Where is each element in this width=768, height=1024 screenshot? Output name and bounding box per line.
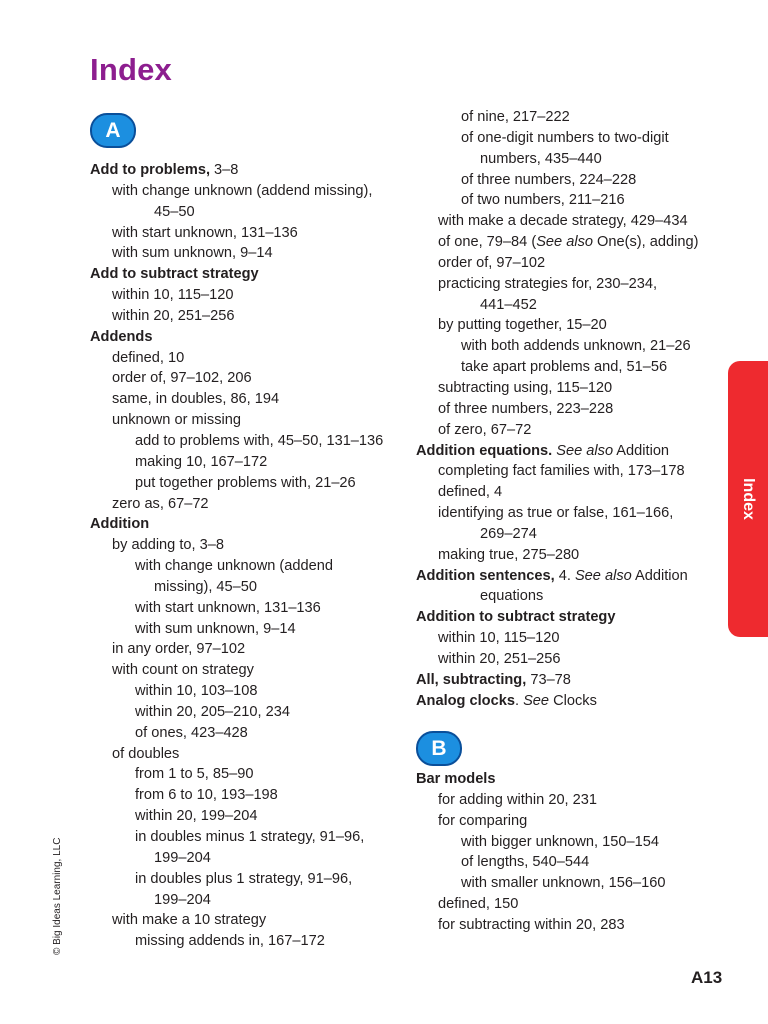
index-subentry [416,336,746,357]
entry-text: order of, 97–102 [438,254,546,271]
entry-text: 199–204 [154,891,211,908]
entry-text: of zero, 67–72 [438,421,532,438]
entry-text: 269–274 [480,525,537,542]
index-subentry [416,399,746,420]
entry-text: within 20, 199–204 [135,808,258,825]
index-subentry [90,931,420,952]
index-subentry [90,410,420,431]
entry-text: with count on strategy [112,662,254,679]
index-subentry [416,461,746,482]
index-subentry [90,431,420,452]
index-subentry [416,295,746,316]
index-subentry [90,764,420,785]
entry-text: 199–204 [154,849,211,866]
entry-text: of lengths, 540–544 [461,854,590,871]
entry-text: equations [480,588,544,605]
index-subentry [90,848,420,869]
index-subentry [90,869,420,890]
entry-text: for subtracting within 20, 283 [438,916,625,933]
index-subentry [90,473,420,494]
index-subentry [416,482,746,503]
entry-text: unknown or missing [112,412,241,429]
entry-text: defined, 4 [438,484,503,501]
entry-text: of one-digit numbers to two-digit [461,129,669,146]
index-subentry [416,253,746,274]
index-subentry [416,524,746,545]
entry-text: See also [536,234,593,251]
entry-text: for adding within 20, 231 [438,791,598,808]
index-subentry [416,211,746,232]
entry-text: missing), 45–50 [154,578,258,595]
index-entry [416,607,746,628]
entry-text: within 10, 103–108 [135,683,258,700]
index-subentry [90,744,420,765]
entry-text: from 6 to 10, 193–198 [135,787,278,804]
entry-text: of ones, 423–428 [135,724,248,741]
index-entry [416,566,746,587]
entry-text: with sum unknown, 9–14 [112,245,273,262]
index-entry [90,514,420,535]
index-subentry [90,348,420,369]
index-subentry [90,598,420,619]
entry-text: Addition [90,516,150,533]
entry-text: with both addends unknown, 21–26 [461,338,691,355]
entry-text: in doubles minus 1 strategy, 91–96, [135,829,365,845]
index-entry [416,691,746,712]
index-left-column [90,160,420,952]
entry-text: Addition equations. [416,442,553,459]
entry-text: Addition [613,442,670,459]
entry-text: with start unknown, 131–136 [112,224,298,241]
index-subentry [416,378,746,399]
entry-text: within 10, 115–120 [112,287,234,304]
entry-text: defined, 10 [112,349,185,366]
index-subentry [90,806,420,827]
entry-text: of three numbers, 223–228 [438,400,614,417]
entry-text: 441–452 [480,296,537,313]
entry-text: within 20, 205–210, 234 [135,703,290,720]
index-subentry [90,389,420,410]
index-right-column-b [416,769,746,936]
index-subentry [416,420,746,441]
index-subentry [416,545,746,566]
index-subentry [416,894,746,915]
entry-text: missing addends in, 167–172 [135,933,325,950]
entry-text: with make a 10 strategy [112,912,267,929]
index-subentry [416,832,746,853]
index-subentry [416,790,746,811]
index-subentry [90,702,420,723]
entry-text: Bar models [416,771,496,787]
index-entry [416,441,746,462]
entry-text: subtracting using, 115–120 [438,379,613,396]
entry-text: for comparing [438,812,528,829]
index-entry [90,264,420,285]
page-number: A13 [691,968,723,987]
index-subentry [416,149,746,170]
entry-text: See [523,692,550,709]
index-subentry [416,852,746,873]
entry-text: with make a decade strategy, 429–434 [438,213,688,230]
index-subentry [416,128,746,149]
entry-text: with start unknown, 131–136 [135,599,321,616]
entry-text: See also [574,567,632,584]
entry-text: within 20, 251–256 [438,650,561,667]
index-subentry [90,368,420,389]
entry-text: 73–78 [526,671,571,688]
index-subentry [90,243,420,264]
index-subentry [416,357,746,378]
entry-text: 4. [554,567,575,584]
entry-text: by adding to, 3–8 [112,537,224,554]
section-b-badge: B [416,731,462,766]
index-entry [416,670,746,691]
entry-text: making 10, 167–172 [135,453,268,470]
index-subentry [90,223,420,244]
index-subentry [90,827,420,848]
entry-text: with change unknown (addend [135,558,333,575]
entry-text: within 20, 251–256 [112,307,235,324]
index-subentry [416,628,746,649]
index-subentry [90,452,420,473]
index-subentry [416,503,746,524]
index-subentry [416,315,746,336]
index-subentry [90,202,420,223]
index-subentry [90,785,420,806]
entry-text: by putting together, 15–20 [438,317,607,334]
entry-text: numbers, 435–440 [480,150,602,167]
entry-text: Add to subtract strategy [90,266,259,283]
entry-text: completing fact families with, 173–178 [438,463,685,480]
copyright-notice: © Big Ideas Learning, LLC [52,837,63,955]
entry-text: One(s), adding) [592,234,699,251]
entry-text: defined, 150 [438,896,519,913]
index-subentry [90,723,420,744]
index-right-column-a [416,107,746,711]
entry-text: of three numbers, 224–228 [461,171,637,188]
entry-text: Addends [90,328,153,345]
entry-text: 3–8 [210,162,239,178]
entry-text: Analog clocks [416,692,515,709]
index-subentry [90,639,420,660]
index-subentry [90,494,420,515]
entry-text: making true, 275–280 [438,546,580,563]
index-subentry [90,619,420,640]
entry-text: of one, 79–84 ( [438,234,537,251]
index-entry [90,160,420,181]
page-title: Index [90,52,172,87]
entry-text: identifying as true or false, 161–166, [438,505,674,522]
entry-text: put together problems with, 21–26 [135,474,356,491]
entry-text: Addition to subtract strategy [416,609,616,626]
entry-text: Clocks [549,692,597,709]
index-side-tab[interactable] [728,361,768,637]
entry-text: within 10, 115–120 [438,630,560,647]
entry-text: with change unknown (addend missing), [112,182,373,199]
entry-text: same, in doubles, 86, 194 [112,391,280,408]
entry-text: in any order, 97–102 [112,641,246,658]
index-subentry [90,890,420,911]
index-entry [90,327,420,348]
index-subentry [416,170,746,191]
index-subentry [416,107,746,128]
index-subentry [90,181,420,202]
entry-text: from 1 to 5, 85–90 [135,766,254,783]
entry-text: Add to problems, [90,162,210,178]
entry-text: Addition [631,567,688,584]
entry-text: with smaller unknown, 156–160 [461,875,666,892]
index-subentry [90,556,420,577]
index-subentry [416,232,746,253]
entry-text: of doubles [112,745,180,762]
entry-text: order of, 97–102, 206 [112,370,252,387]
entry-text: All, subtracting, [416,671,527,688]
entry-text: 45–50 [154,203,195,220]
entry-text: practicing strategies for, 230–234, [438,275,658,292]
section-a-badge: A [90,113,136,148]
index-subentry [90,306,420,327]
entry-text: add to problems with, 45–50, 131–136 [135,432,384,449]
entry-text: with bigger unknown, 150–154 [461,833,659,850]
index-subentry [416,274,746,295]
index-subentry [90,910,420,931]
index-subentry [90,660,420,681]
entry-text: take apart problems and, 51–56 [461,359,668,376]
entry-text: . [514,692,524,709]
entry-text: Addition sentences, [416,567,555,584]
index-subentry [90,535,420,556]
index-subentry [416,586,746,607]
index-subentry [90,681,420,702]
entry-text: of nine, 217–222 [461,109,570,125]
entry-text: in doubles plus 1 strategy, 91–96, [135,870,353,887]
index-tab-label: Index [740,478,757,520]
entry-text: of two numbers, 211–216 [461,192,625,209]
index-subentry [90,285,420,306]
index-subentry [416,190,746,211]
entry-text: with sum unknown, 9–14 [135,620,296,637]
index-subentry [416,873,746,894]
entry-text: See also [556,442,614,459]
index-subentry [416,915,746,936]
index-subentry [416,811,746,832]
index-entry [416,769,746,790]
index-subentry [90,577,420,598]
entry-text: zero as, 67–72 [112,495,209,512]
index-subentry [416,649,746,670]
